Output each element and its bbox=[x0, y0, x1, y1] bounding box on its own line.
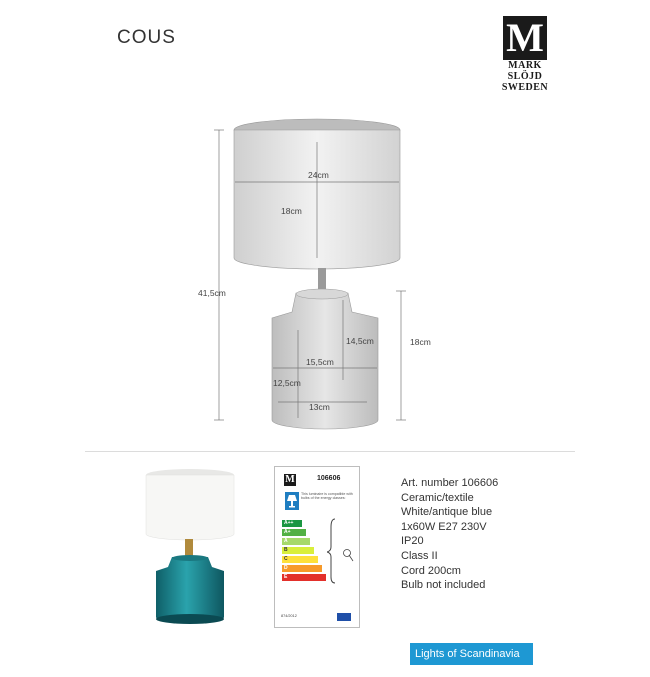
spec-article-number: Art. number 106606 bbox=[401, 477, 499, 489]
brand-line-1: MARK bbox=[508, 60, 542, 71]
brand-logo-mark: M bbox=[503, 16, 547, 60]
class-range-bracket bbox=[327, 517, 357, 587]
brand-line-2: SLÖJD bbox=[507, 71, 543, 82]
drawing-stem bbox=[318, 268, 326, 292]
dim-total-height: 41,5cm bbox=[198, 288, 226, 298]
energy-label-article: 106606 bbox=[317, 475, 341, 482]
spec-list bbox=[401, 476, 498, 593]
lamp-icon bbox=[285, 492, 299, 510]
dim-base-height: 18cm bbox=[410, 337, 431, 347]
energy-label-brand-icon: M bbox=[285, 474, 295, 485]
spec-bulb-note: Bulb not included bbox=[401, 579, 486, 592]
energy-label-note: This luminaire is compatible with bulbs of the energy classes: bbox=[301, 492, 353, 501]
section-divider bbox=[85, 451, 575, 452]
dim-base-upper-height: 14,5cm bbox=[346, 336, 374, 346]
product-photo bbox=[136, 467, 246, 632]
energy-class-bar: A bbox=[282, 538, 310, 545]
energy-label-regulation: 874/2012 bbox=[281, 614, 297, 618]
dim-base-lower-height: 12,5cm bbox=[273, 378, 301, 388]
energy-label bbox=[274, 466, 360, 628]
dim-shade-width: 24cm bbox=[308, 170, 329, 180]
footer-banner: Lights of Scandinavia bbox=[410, 643, 533, 665]
energy-class-bar: B bbox=[282, 547, 314, 554]
spec-cord: Cord 200cm bbox=[401, 564, 461, 577]
spec-color: White/antique blue bbox=[401, 506, 493, 519]
energy-class-bar: D bbox=[282, 565, 322, 572]
spec-ip-rating: IP20 bbox=[401, 535, 424, 548]
product-title: COUS bbox=[117, 27, 176, 48]
energy-class-bar: A++ bbox=[282, 520, 302, 527]
spec-bulb: 1x60W E27 230V bbox=[401, 520, 487, 533]
spec-material: Ceramic/textile bbox=[401, 491, 474, 504]
dim-base-width: 15,5cm bbox=[306, 357, 334, 367]
eu-flag-icon bbox=[337, 613, 351, 621]
dim-shade-height: 18cm bbox=[281, 206, 302, 216]
brand-line-3: SWEDEN bbox=[501, 82, 549, 93]
spec-class: Class II bbox=[401, 549, 438, 562]
energy-class-bar: A+ bbox=[282, 529, 306, 536]
energy-class-bar: C bbox=[282, 556, 318, 563]
dim-base-bottom-width: 13cm bbox=[309, 402, 330, 412]
energy-class-bar: E bbox=[282, 574, 326, 581]
